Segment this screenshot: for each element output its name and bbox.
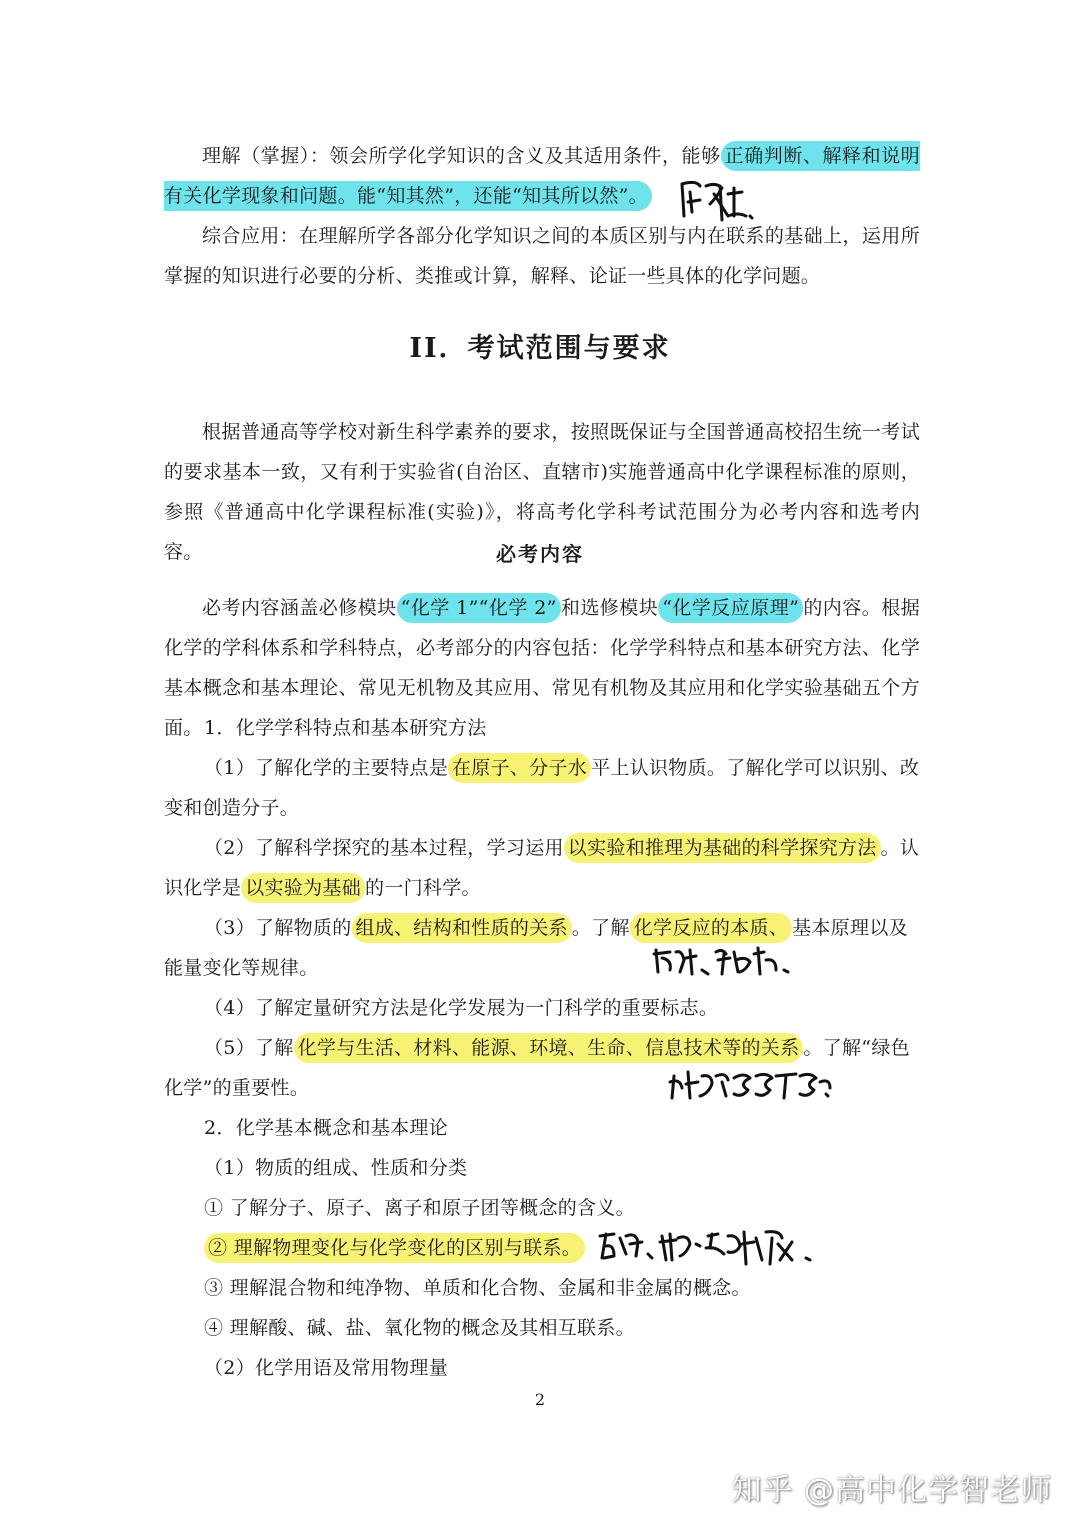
text: 基本原理以及能量变化等规律。 (164, 917, 908, 979)
item-c3: ③ 理解混合物和纯净物、单质和化合物、金属和非金属的概念。 (204, 1277, 751, 1299)
subtitle-required: 必考内容 (496, 542, 584, 566)
text: 必考内容涵盖必修模块 (202, 597, 397, 619)
item-3 (164, 908, 920, 988)
heading-2-1: （1）物质的组成、性质和分类 (204, 1157, 468, 1179)
paragraph-understand (164, 136, 920, 216)
item-c4: ④ 理解酸、碱、盐、氧化物的概念及其相互联系。 (204, 1317, 635, 1339)
highlight-yellow: 以实验和推理为基础的科学探究方法 (564, 833, 881, 863)
highlight-cyan: “化学反应原理” (658, 593, 803, 623)
highlight-yellow: 化学反应的本质、 (630, 913, 792, 943)
text: 的一门科学。 (365, 877, 481, 899)
highlight-yellow: ② 理解物理变化与化学变化的区别与联系。 (204, 1233, 585, 1263)
item-c2 (164, 1228, 920, 1268)
text: 平上认识物质。了解化学可以识别、改变和创造分子。 (164, 757, 920, 819)
text: （2）了解科学探究的基本过程，学习运用 (204, 837, 564, 859)
paragraph-basis: 根据普通高等学校对新生科学素养的要求，按照既保证与全国普通高校招生统一考试的要求基本一致，又有利于实验省(自治区、直辖市)实施普通高中化学课程标准的原则，参照《普通高中化学课程标准(实验)》，将高考化学科考试范围分为必考内容和选考内容。 (164, 421, 920, 563)
page-number: 2 (534, 1390, 546, 1409)
text: 。认识化学是 (164, 837, 920, 899)
highlight-yellow: 化学与生活、材料、能源、环境、生命、信息技术等的关系 (294, 1033, 804, 1063)
item-c1: ① 了解分子、原子、离子和原子团等概念的含义。 (204, 1197, 635, 1219)
heading-2-2: （2）化学用语及常用物理量 (204, 1357, 448, 1379)
text: 理解（掌握）：领会所学化学知识的含义及其适用条件，能够 (202, 145, 721, 167)
watermark: 知乎 @高中化学智老师 (731, 1473, 1052, 1508)
item-4: （4）了解定量研究方法是化学发展为一门科学的重要标志。 (204, 997, 719, 1019)
item-1 (164, 748, 920, 828)
text: 。了解“绿色化学”的重要性。 (164, 1037, 910, 1099)
text: 和选修模块 (560, 597, 659, 619)
highlight-cyan: 正确判断、解释和说明有关化学现象和问题。能“知其然”，还能“知其所以然”。 (164, 141, 920, 211)
highlight-yellow: 组成、结构和性质的关系 (352, 913, 572, 943)
highlight-cyan: “化学 1”“化学 2” (397, 593, 561, 623)
text: （3）了解物质的 (204, 917, 352, 939)
section-title: II．考试范围与要求 (409, 333, 671, 364)
text: 。了解 (571, 917, 630, 939)
text: （5）了解 (204, 1037, 294, 1059)
text: （1）了解化学的主要特点是 (204, 757, 448, 779)
item-5 (164, 1028, 920, 1108)
heading-1: 1．化学学科特点和基本研究方法 (204, 717, 487, 739)
text: 的内容。根据化学的学科体系和学科特点，必考部分的内容包括：化学学科特点和基本研究方法、化学基本概念和基本理论、常见无机物及其应用、常见有机物及其应用和化学实验基础五个方面。 (164, 597, 920, 739)
highlight-yellow: 以实验为基础 (241, 873, 365, 903)
heading-2: 2．化学基本概念和基本理论 (204, 1117, 448, 1139)
paragraph-apply: 综合应用：在理解所学各部分化学知识之间的本质区别与内在联系的基础上，运用所掌握的知识进行必要的分析、类推或计算，解释、论证一些具体的化学问题。 (164, 225, 920, 287)
highlight-yellow: 在原子、分子水 (448, 753, 591, 783)
item-2 (164, 828, 920, 908)
